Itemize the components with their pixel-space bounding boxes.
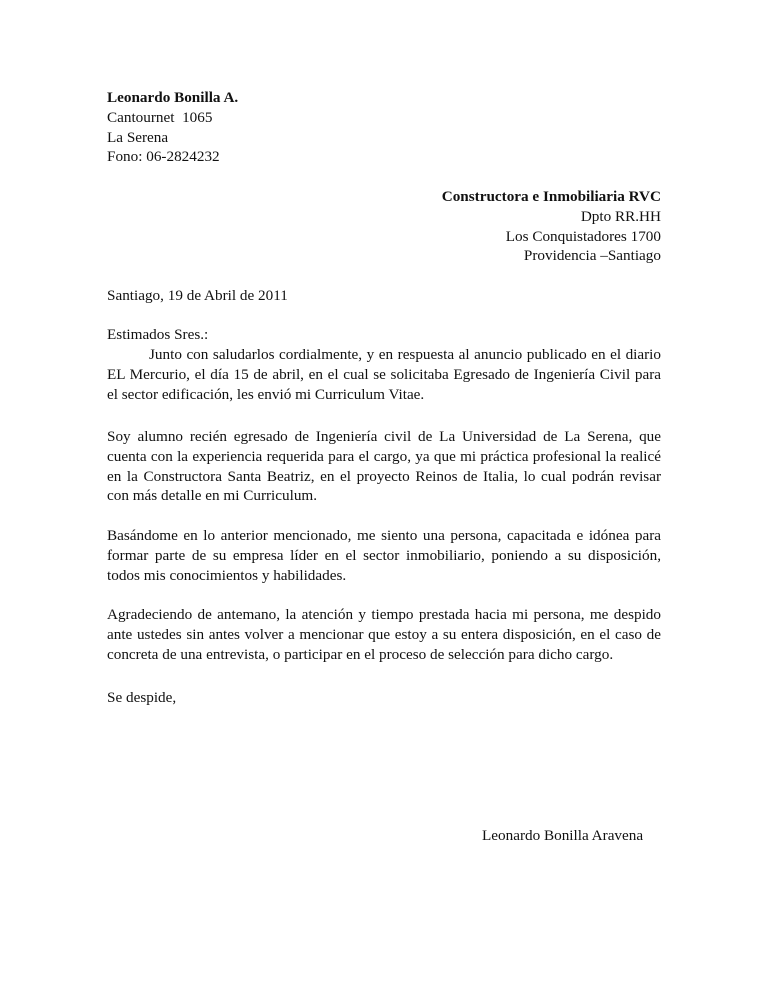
recipient-city: Providencia –Santiago	[523, 247, 661, 265]
recipient-address: Los Conquistadores 1700	[505, 227, 661, 245]
paragraph-experience: Soy alumno recién egresado de Ingeniería civil de La Universidad de La Serena, que cuenta con la experiencia requerida para el cargo, ya que mi práctica profesional la realicé en la Constructora Santa Beatriz, en el proyecto Reinos de Italia, lo cual podrán revisar con más detalle en mi Curriculum.	[107, 428, 661, 505]
recipient-department: Dpto RR.HH	[580, 207, 661, 225]
letter-date: Santiago, 19 de Abril de 2011	[107, 287, 288, 304]
signature-name: Leonardo Bonilla Aravena	[482, 827, 644, 844]
sender-phone: Fono: 06-2824232	[107, 148, 220, 166]
closing-line: Se despide,	[107, 689, 177, 706]
recipient-company: Constructora e Inmobiliaria RVC	[441, 188, 661, 205]
paragraph-intro: Junto con saludarlos cordialmente, y en respuesta al anuncio publicado en el diario EL Mercurio, el día 15 de abril, en el cual se solicitaba Egresado de Ingeniería Civil para el sector edificación, les envió mi Curriculum Vitae.	[107, 346, 661, 403]
sender-block	[107, 88, 661, 167]
salutation: Estimados Sres.:	[107, 326, 209, 343]
paragraph-qualification: Basándome en lo anterior mencionado, me siento una persona, capacitada e idónea para formar parte de su empresa líder en el sector inmobiliario, poniendo a su disposición, todos mis conocimientos y habilidades.	[107, 527, 661, 584]
sender-address: Cantournet 1065	[107, 108, 213, 126]
paragraph-farewell: Agradeciendo de antemano, la atención y tiempo prestada hacia mi persona, me despido ante ustedes sin antes volver a mencionar que estoy a su entera disposición, en el caso de concreta de una entrevista, o participar en el proceso de selección para dicho cargo.	[107, 606, 661, 663]
recipient-block	[107, 187, 661, 266]
sender-name: Leonardo Bonilla A.	[107, 89, 239, 106]
sender-city: La Serena	[107, 128, 169, 146]
